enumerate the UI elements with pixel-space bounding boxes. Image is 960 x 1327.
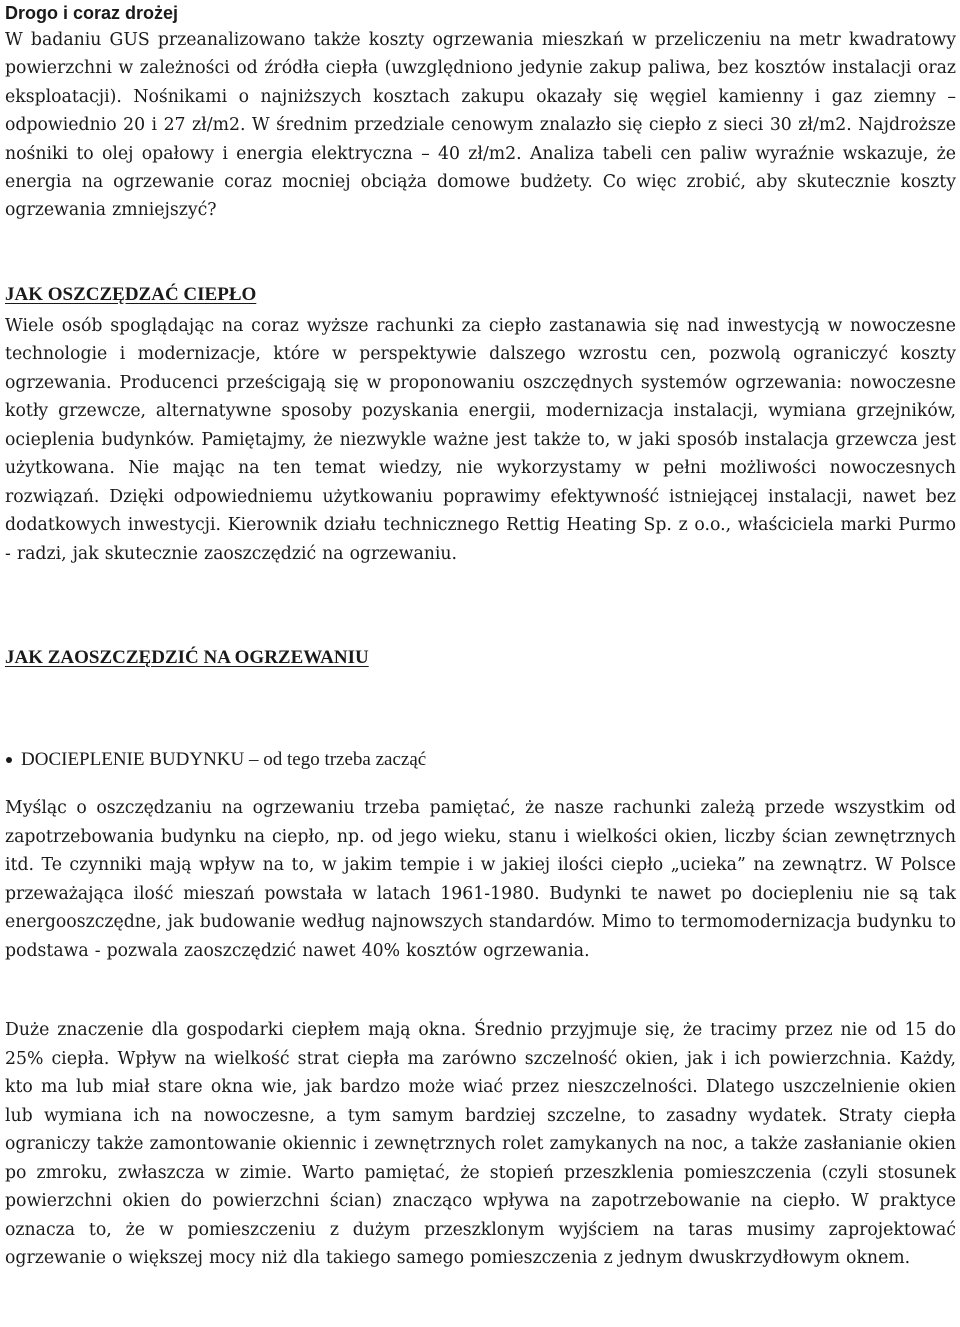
list-item — [5, 748, 956, 772]
bullet-list — [5, 748, 956, 772]
bullet-text: DOCIEPLENIE BUDYNKU – od tego trzeba zacząć — [21, 749, 427, 771]
bullet-dot-icon — [6, 757, 12, 763]
paragraph-docieplenie: Myśląc o oszczędzaniu na ogrzewaniu trzeba pamiętać, że nasze rachunki zależą przede wszystkim od zapotrzebowania budynku na ciepło, np. od jego wieku, stanu i wielkości okien, liczby ścian zewnętrznych itd. Te czynniki mają wpływ na to, w jakim tempie i w jakiej ilości ciepło „ucieka” na zewnątrz. W Polsce przeważająca ilość mieszań powstała w latach 1961-1980. Budynki te nawet po dociepleniu nie są tak energooszczędne, jak budowanie według najnowszych standardów. Mimo to termomodernizacja budynku to podstawa - pozwala zaoszczędzić nawet 40% kosztów ogrzewania. — [5, 798, 956, 961]
section-paragraph-oszczedzac: Wiele osób spoglądając na coraz wyższe rachunki za ciepło zastanawia się nad inwestycją w nowoczesne technologie i modernizacje, które w perspektywie dalszego wzrostu cen, pozwolą ograniczyć koszty ogrzewania. Producenci prześcigają się w proponowaniu oszczędnych systemów ogrzewania: nowoczesne kotły grzewcze, alternatywne sposoby pozyskania energii, modernizacja instalacji, wymiana grzejników, ocieplenia budynków. Pamiętajmy, że niezwykle ważne jest także to, w jaki sposób instalacja grzewcza jest użytkowana. Nie mając na ten temat wiedzy, nie wykorzystamy w pełni możliwości nowoczesnych rozwiązań. Dzięki odpowiedniemu użytkowaniu poprawimy efektywność istniejącej instalacji, nawet bez dodatkowych inwestycji. Kierownik działu technicznego Rettig Heating Sp. z o.o., właściciela marki Purmo - radzi, jak skutecznie zaoszczędzić na ogrzewaniu. — [5, 315, 956, 564]
intro-paragraph: W badaniu GUS przeanalizowano także koszty ogrzewania mieszkań w przeliczeniu na metr kwadratowy powierzchni w zależności od źródła ciepła (uwzględniono jedynie zakup paliwa, bez kosztów instalacji oraz eksploatacji). Nośnikami o najniższych kosztach zakupu okazały się węgiel kamienny i gaz ziemny – odpowiednio 20 i 27 zł/m2. W średnim przedziale cenowym znalazło się ciepło z sieci 30 zł/m2. Najdroższe nośniki to olej opałowy i energia elektryczna – 40 zł/m2. Analiza tabeli cen paliw wyraźnie wskazuje, że energia na ogrzewanie coraz mocniej obciąża domowe budżety. Co więc zrobić, aby skutecznie koszty ogrzewania zmniejszyć? — [5, 30, 956, 221]
section-heading-oszczedzac: JAK OSZCZĘDZAĆ CIEPŁO — [5, 283, 257, 305]
intro-title: Drogo i coraz drożej — [5, 3, 179, 23]
paragraph-okna: Duże znaczenie dla gospodarki ciepłem mają okna. Średnio przyjmuje się, że tracimy przez nie od 15 do 25% ciepła. Wpływ na wielkość strat ciepła ma zarówno szczelność okien, jak i ich powierzchnia. Każdy, kto ma lub miał stare okna wie, jak bardzo może wiać przez nieszczelności. Dlatego uszczelnienie okien lub wymiana ich na nowoczesne, a tym samym bardziej szczelne, to zasadny wydatek. Straty ciepła ograniczy także zamontowanie okiennic i zewnętrznych rolet zamykanych na noc, a także zasłanianie okien po zmroku, zwłaszcza w zimie. Warto pamiętać, że stopień przeszklenia pomieszczenia (czyli stosunek powierzchni okien do powierzchni ścian) znacząco wpływa na zapotrzebowanie na ciepło. W praktyce oznacza to, że w pomieszczeniu z dużym przeszklonym wyjściem na taras musimy zaprojektować ogrzewanie o większej mocy niż dla takiego samego pomieszczenia z jednym dwuskrzydłowym oknem. — [5, 1020, 956, 1269]
section-heading-zaoszczedzic: JAK ZAOSZCZĘDZIĆ NA OGRZEWANIU — [5, 647, 369, 669]
